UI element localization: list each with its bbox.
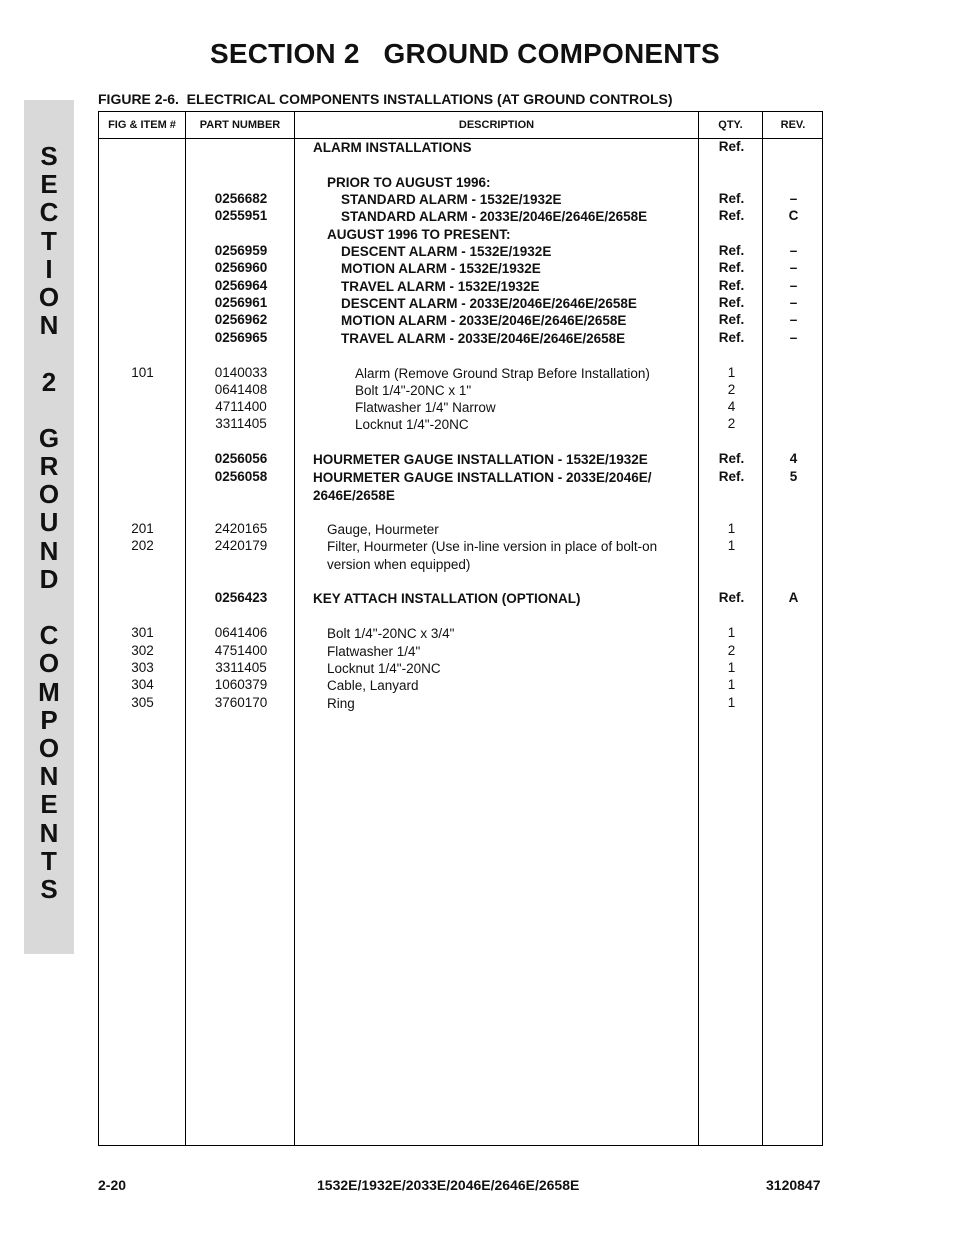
rev-cell: – — [789, 243, 798, 258]
qty-cell: 2 — [727, 416, 736, 431]
qty-cell: 1 — [727, 695, 736, 710]
part-number-cell: 0256423 — [214, 590, 268, 605]
qty-cell: 2 — [727, 643, 736, 658]
side-tab-letter: S — [40, 873, 58, 904]
description-cell: TRAVEL ALARM - 1532E/1932E — [341, 279, 540, 294]
page-number: 2-20 — [98, 1177, 127, 1193]
side-tab-letter: N — [39, 761, 59, 792]
fig-item-cell: 305 — [131, 695, 154, 710]
part-number-cell: 2420165 — [214, 521, 268, 536]
side-tab-letter: 2 — [41, 366, 57, 397]
part-number-cell: 0256959 — [214, 243, 268, 258]
qty-cell: 4 — [727, 399, 736, 414]
fig-item-cell: 101 — [131, 365, 154, 380]
side-tab-letter: O — [38, 648, 60, 679]
side-tab-letter: S — [40, 141, 58, 171]
qty-cell: 1 — [727, 625, 736, 640]
description-cell: Cable, Lanyard — [327, 678, 419, 693]
description-cell: MOTION ALARM - 1532E/1932E — [341, 261, 541, 276]
part-number-cell: 0256962 — [214, 312, 268, 327]
description-cell: Filter, Hourmeter (Use in-line version in place of bolt-on version when equipped) — [327, 539, 658, 572]
table-header — [99, 112, 822, 139]
part-number-cell: 0256960 — [214, 260, 268, 275]
side-tab-letter — [24, 339, 74, 367]
qty-cell: 1 — [727, 521, 736, 536]
qty-cell: Ref. — [718, 208, 745, 223]
description-cell: Ring — [327, 696, 355, 711]
rev-cell: – — [789, 312, 798, 327]
qty-cell: Ref. — [718, 590, 745, 605]
description-cell: MOTION ALARM - 2033E/2046E/2646E/2658E — [341, 313, 627, 328]
side-tab-letter: T — [41, 845, 57, 876]
qty-cell: 1 — [727, 677, 736, 692]
header-fig-item: FIG & ITEM # — [108, 119, 176, 131]
rev-cell: – — [789, 295, 798, 310]
side-tab-letter — [24, 396, 74, 424]
fig-item-cell: 302 — [131, 643, 154, 658]
qty-cell: 1 — [727, 660, 736, 675]
qty-cell: Ref. — [718, 312, 745, 327]
part-number-cell: 4751400 — [214, 643, 268, 658]
qty-cell: Ref. — [718, 139, 745, 154]
qty-cell: Ref. — [718, 243, 745, 258]
parts-table — [98, 111, 823, 1146]
description-cell: Bolt 1/4"-20NC x 3/4" — [327, 626, 455, 641]
part-number-cell: 0256961 — [214, 295, 268, 310]
description-cell: AUGUST 1996 TO PRESENT: — [327, 227, 511, 242]
side-tab-letter: O — [38, 479, 60, 510]
header-description: DESCRIPTION — [458, 119, 535, 131]
rev-cell: – — [789, 278, 798, 293]
qty-cell: Ref. — [718, 278, 745, 293]
qty-cell: Ref. — [718, 295, 745, 310]
side-tab-letter: N — [39, 817, 59, 848]
description-cell: Locknut 1/4"-20NC — [327, 661, 441, 676]
side-tab-letter: T — [41, 225, 57, 256]
part-number-cell: 3311405 — [215, 416, 267, 431]
side-tab-letter: N — [39, 310, 59, 341]
side-tab-letter: M — [38, 676, 60, 707]
side-tab-letter: C — [39, 197, 59, 228]
part-number-cell: 2420179 — [214, 538, 268, 553]
header-rev: REV. — [780, 119, 806, 131]
rev-cell: A — [788, 590, 799, 605]
side-tab-letter: P — [40, 704, 58, 735]
description-cell: ALARM INSTALLATIONS — [313, 140, 472, 155]
description-cell: Alarm (Remove Ground Strap Before Installation) — [355, 366, 650, 381]
side-tab-letter: O — [38, 281, 60, 312]
part-number-cell: 1060379 — [214, 677, 268, 692]
description-cell: DESCENT ALARM - 2033E/2046E/2646E/2658E — [341, 296, 637, 311]
side-tab-letters — [24, 142, 74, 903]
side-tab-letter: O — [38, 732, 60, 763]
rev-cell: C — [788, 208, 799, 223]
side-tab-letter: E — [40, 169, 58, 200]
rev-cell: 5 — [789, 469, 798, 484]
footer-models: 1532E/1932E/2033E/2046E/2646E/2658E — [317, 1177, 580, 1193]
description-cell: HOURMETER GAUGE INSTALLATION - 1532E/1932E — [313, 452, 648, 467]
part-number-cell: 3760170 — [214, 695, 268, 710]
section-title: SECTION 2 GROUND COMPONENTS — [210, 38, 720, 69]
description-cell: Flatwasher 1/4" Narrow — [355, 400, 496, 415]
part-number-cell: 0255951 — [214, 208, 268, 223]
section-side-tab — [24, 100, 74, 954]
description-cell: Flatwasher 1/4" — [327, 644, 421, 659]
part-number-cell: 0641408 — [214, 382, 268, 397]
side-tab-letter: G — [38, 422, 60, 453]
description-cell: PRIOR TO AUGUST 1996: — [327, 175, 491, 190]
side-tab-letter: E — [40, 789, 58, 820]
qty-cell: Ref. — [718, 451, 745, 466]
rev-cell: – — [789, 260, 798, 275]
side-tab-letter: U — [39, 507, 59, 538]
rev-cell: – — [789, 191, 798, 206]
description-cell: TRAVEL ALARM - 2033E/2046E/2646E/2658E — [341, 331, 626, 346]
part-number-cell: 0140033 — [214, 365, 268, 380]
description-cell: DESCENT ALARM - 1532E/1932E — [341, 244, 552, 259]
rev-cell: 4 — [789, 451, 798, 466]
fig-item-cell: 304 — [131, 677, 154, 692]
rev-cell: – — [789, 330, 798, 345]
part-number-cell: 0256964 — [214, 278, 268, 293]
description-cell: KEY ATTACH INSTALLATION (OPTIONAL) — [313, 591, 581, 606]
description-cell: STANDARD ALARM - 2033E/2046E/2646E/2658E — [341, 209, 648, 224]
header-qty: QTY. — [718, 119, 743, 131]
part-number-cell: 0256058 — [214, 469, 268, 484]
part-number-cell: 0256682 — [214, 191, 268, 206]
description-cell: STANDARD ALARM - 1532E/1932E — [341, 192, 562, 207]
figure-title: FIGURE 2-6. ELECTRICAL COMPONENTS INSTALLATIONS (AT GROUND CONTROLS) — [98, 91, 673, 107]
qty-cell: 2 — [727, 382, 736, 397]
fig-item-cell: 202 — [131, 538, 154, 553]
side-tab-letter: N — [39, 535, 59, 566]
part-number-cell: 3311405 — [215, 660, 267, 675]
qty-cell: 1 — [727, 365, 736, 380]
part-number-cell: 0641406 — [214, 625, 268, 640]
qty-cell: Ref. — [718, 330, 745, 345]
fig-item-cell: 201 — [131, 521, 154, 536]
part-number-cell: 0256056 — [214, 451, 268, 466]
header-part-number: PART NUMBER — [199, 119, 281, 131]
fig-item-cell: 303 — [131, 660, 154, 675]
description-cell: HOURMETER GAUGE INSTALLATION - 2033E/2046E/ 2646E/2658E — [313, 470, 652, 503]
qty-cell: Ref. — [718, 260, 745, 275]
part-number-cell: 4711400 — [215, 399, 267, 414]
side-tab-letter: C — [39, 620, 59, 651]
qty-cell: Ref. — [718, 469, 745, 484]
qty-cell: 1 — [727, 538, 736, 553]
side-tab-letter — [24, 593, 74, 621]
part-number-cell: 0256965 — [214, 330, 268, 345]
qty-cell: Ref. — [718, 191, 745, 206]
side-tab-letter: I — [45, 253, 53, 284]
description-cell: Locknut 1/4"-20NC — [355, 417, 469, 432]
document-number: 3120847 — [766, 1177, 821, 1193]
side-tab-letter: D — [39, 563, 59, 594]
description-cell: Bolt 1/4"-20NC x 1" — [355, 383, 472, 398]
side-tab-letter: R — [39, 451, 59, 482]
description-cell: Gauge, Hourmeter — [327, 522, 439, 537]
fig-item-cell: 301 — [131, 625, 154, 640]
